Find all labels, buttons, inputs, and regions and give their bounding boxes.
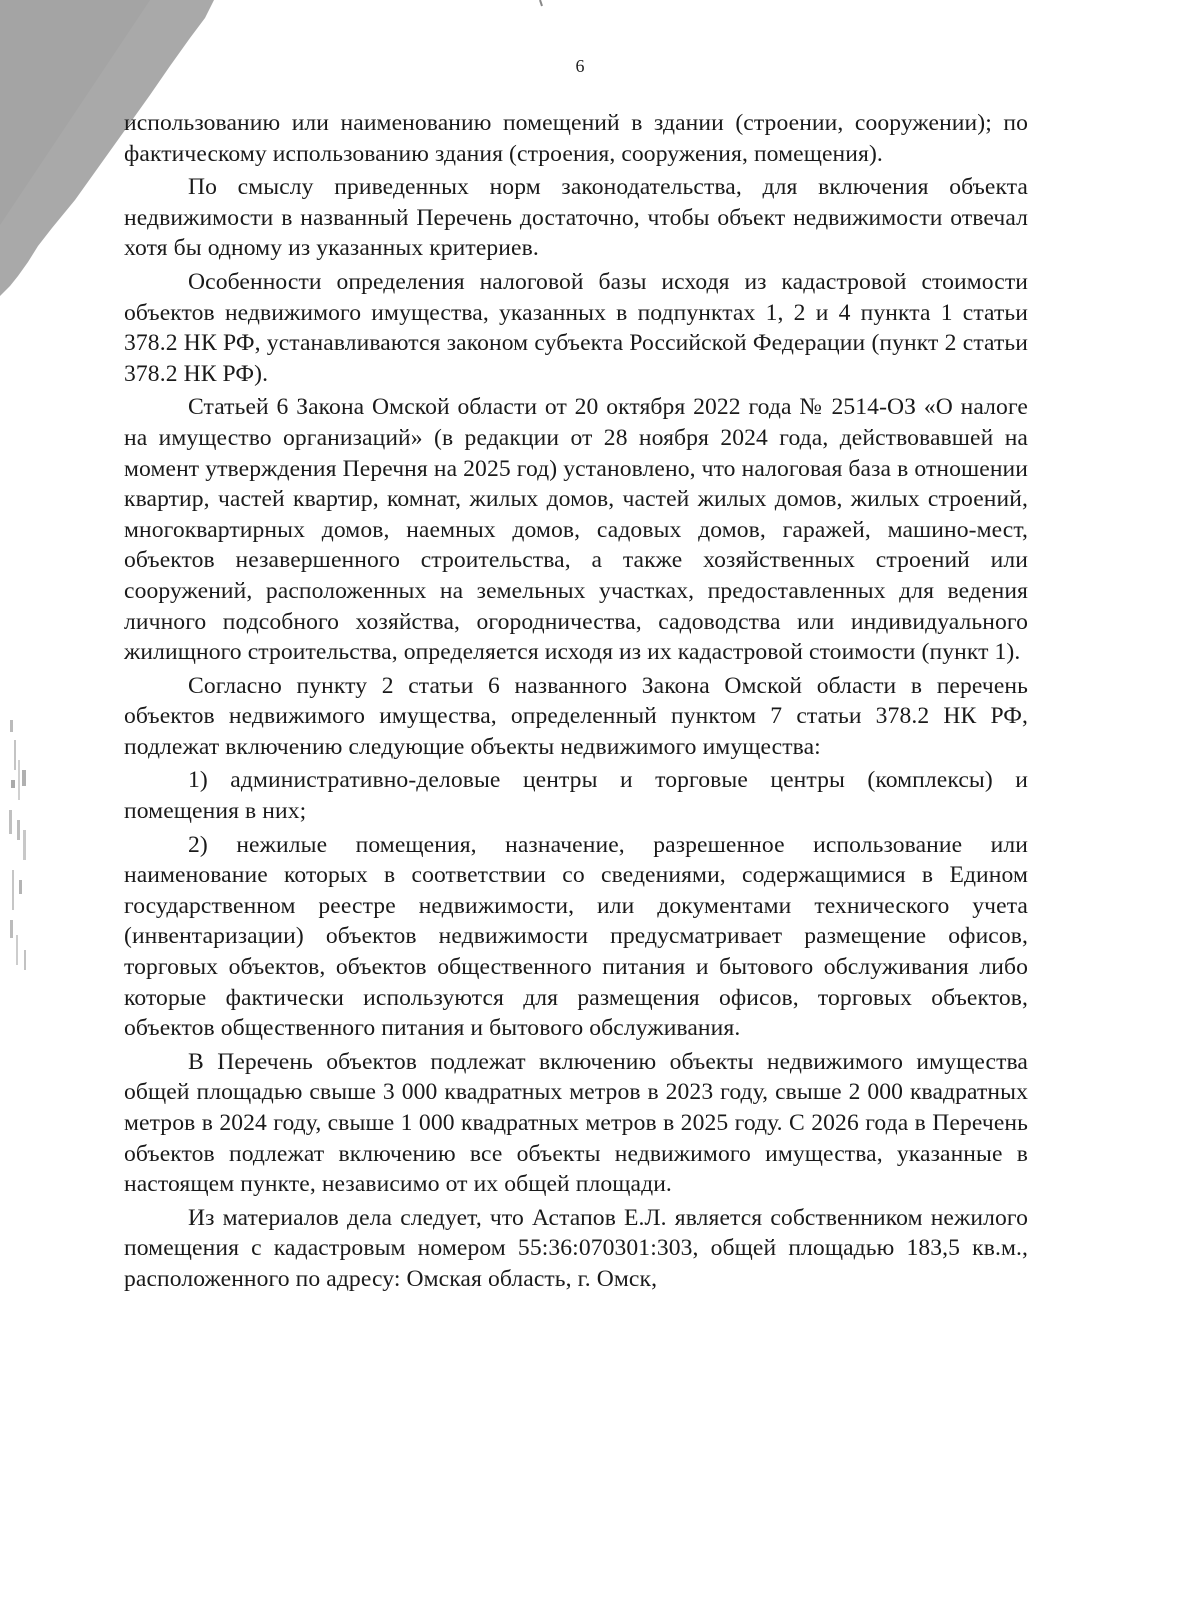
paragraph: Статьей 6 Закона Омской области от 20 октября 2022 года № 2514-ОЗ «О налоге на имущество организаций» (в редакции от 28 ноября 2024 года, действовавшей на момент утверждения Перечня на 2025 год) установлено, что налоговая база в отношении квартир, частей квартир, комнат, жилых домов, частей жилых домов, жилых строений, многоквартирных домов, наемных домов, садовых домов, гаражей, машино-мест, объектов незавершенного строительства, а также хозяйственных строений или сооружений, расположенных на земельных участках, предоставленных для ведения личного подсобного хозяйства, огородничества, садоводства или индивидуального жилищного строительства, определяется исходя из их кадастровой стоимости (пункт 1). <box>124 394 1028 666</box>
paragraph-continued: использованию или наименованию помещений в здании (строении, сооружении); по фактическому использованию здания (строения, сооружения, помещения). <box>124 110 1028 167</box>
list-item: 1) административно-деловые центры и торговые центры (комплексы) и помещения в них; <box>124 767 1028 825</box>
list-item: 2) нежилые помещения, назначение, разрешенное использование или наименование которых в соответствии со сведениями, содержащимися в Едином государственном реестре недвижимости, или документами технического учета (инвентаризации) объектов недвижимости предусматривает размещение офисов, торговых объектов, объектов общественного питания и бытового обслуживания либо которые фактически используются для размещения офисов, торговых объектов, объектов общественного питания и бытового обслуживания. <box>124 831 1028 1042</box>
paragraph: По смыслу приведенных норм законодательства, для включения объекта недвижимости в названный Перечень достаточно, чтобы объект недвижимости отвечал хотя бы одному из указанных критериев. <box>124 174 1028 262</box>
page-number: 6 <box>575 56 585 76</box>
paragraph: Из материалов дела следует, что Астапов Е.Л. является собственником нежилого помещения с кадастровым номером 55:36:070301:303, общей площадью 183,5 кв.м., расположенного по адресу: Омская область, г. Омск, <box>124 1204 1028 1292</box>
scan-edge-noise <box>8 720 30 980</box>
paragraph: В Перечень объектов подлежат включению объекты недвижимого имущества общей площадью свыше 3 000 квадратных метров в 2023 году, свыше 2 000 квадратных метров в 2024 году, свыше 1 000 квадратных метров в 2025 году. С 2026 года в Перечень объектов подлежат включению все объекты недвижимого имущества, указанные в настоящем пункте, независимо от их общей площади. <box>124 1048 1028 1198</box>
document-body <box>124 108 1028 1298</box>
paragraph: Особенности определения налоговой базы исходя из кадастровой стоимости объектов недвижимого имущества, указанных в подпунктах 1, 2 и 4 пункта 1 статьи 378.2 НК РФ, устанавливаются законом субъекта Российской Федерации (пункт 2 статьи 378.2 НК РФ). <box>124 268 1028 387</box>
paragraph: Согласно пункту 2 статьи 6 названного Закона Омской области в перечень объектов недвижимого имущества, определенный пунктом 7 статьи 378.2 НК РФ, подлежат включению следующие объекты недвижимого имущества: <box>124 672 1028 760</box>
